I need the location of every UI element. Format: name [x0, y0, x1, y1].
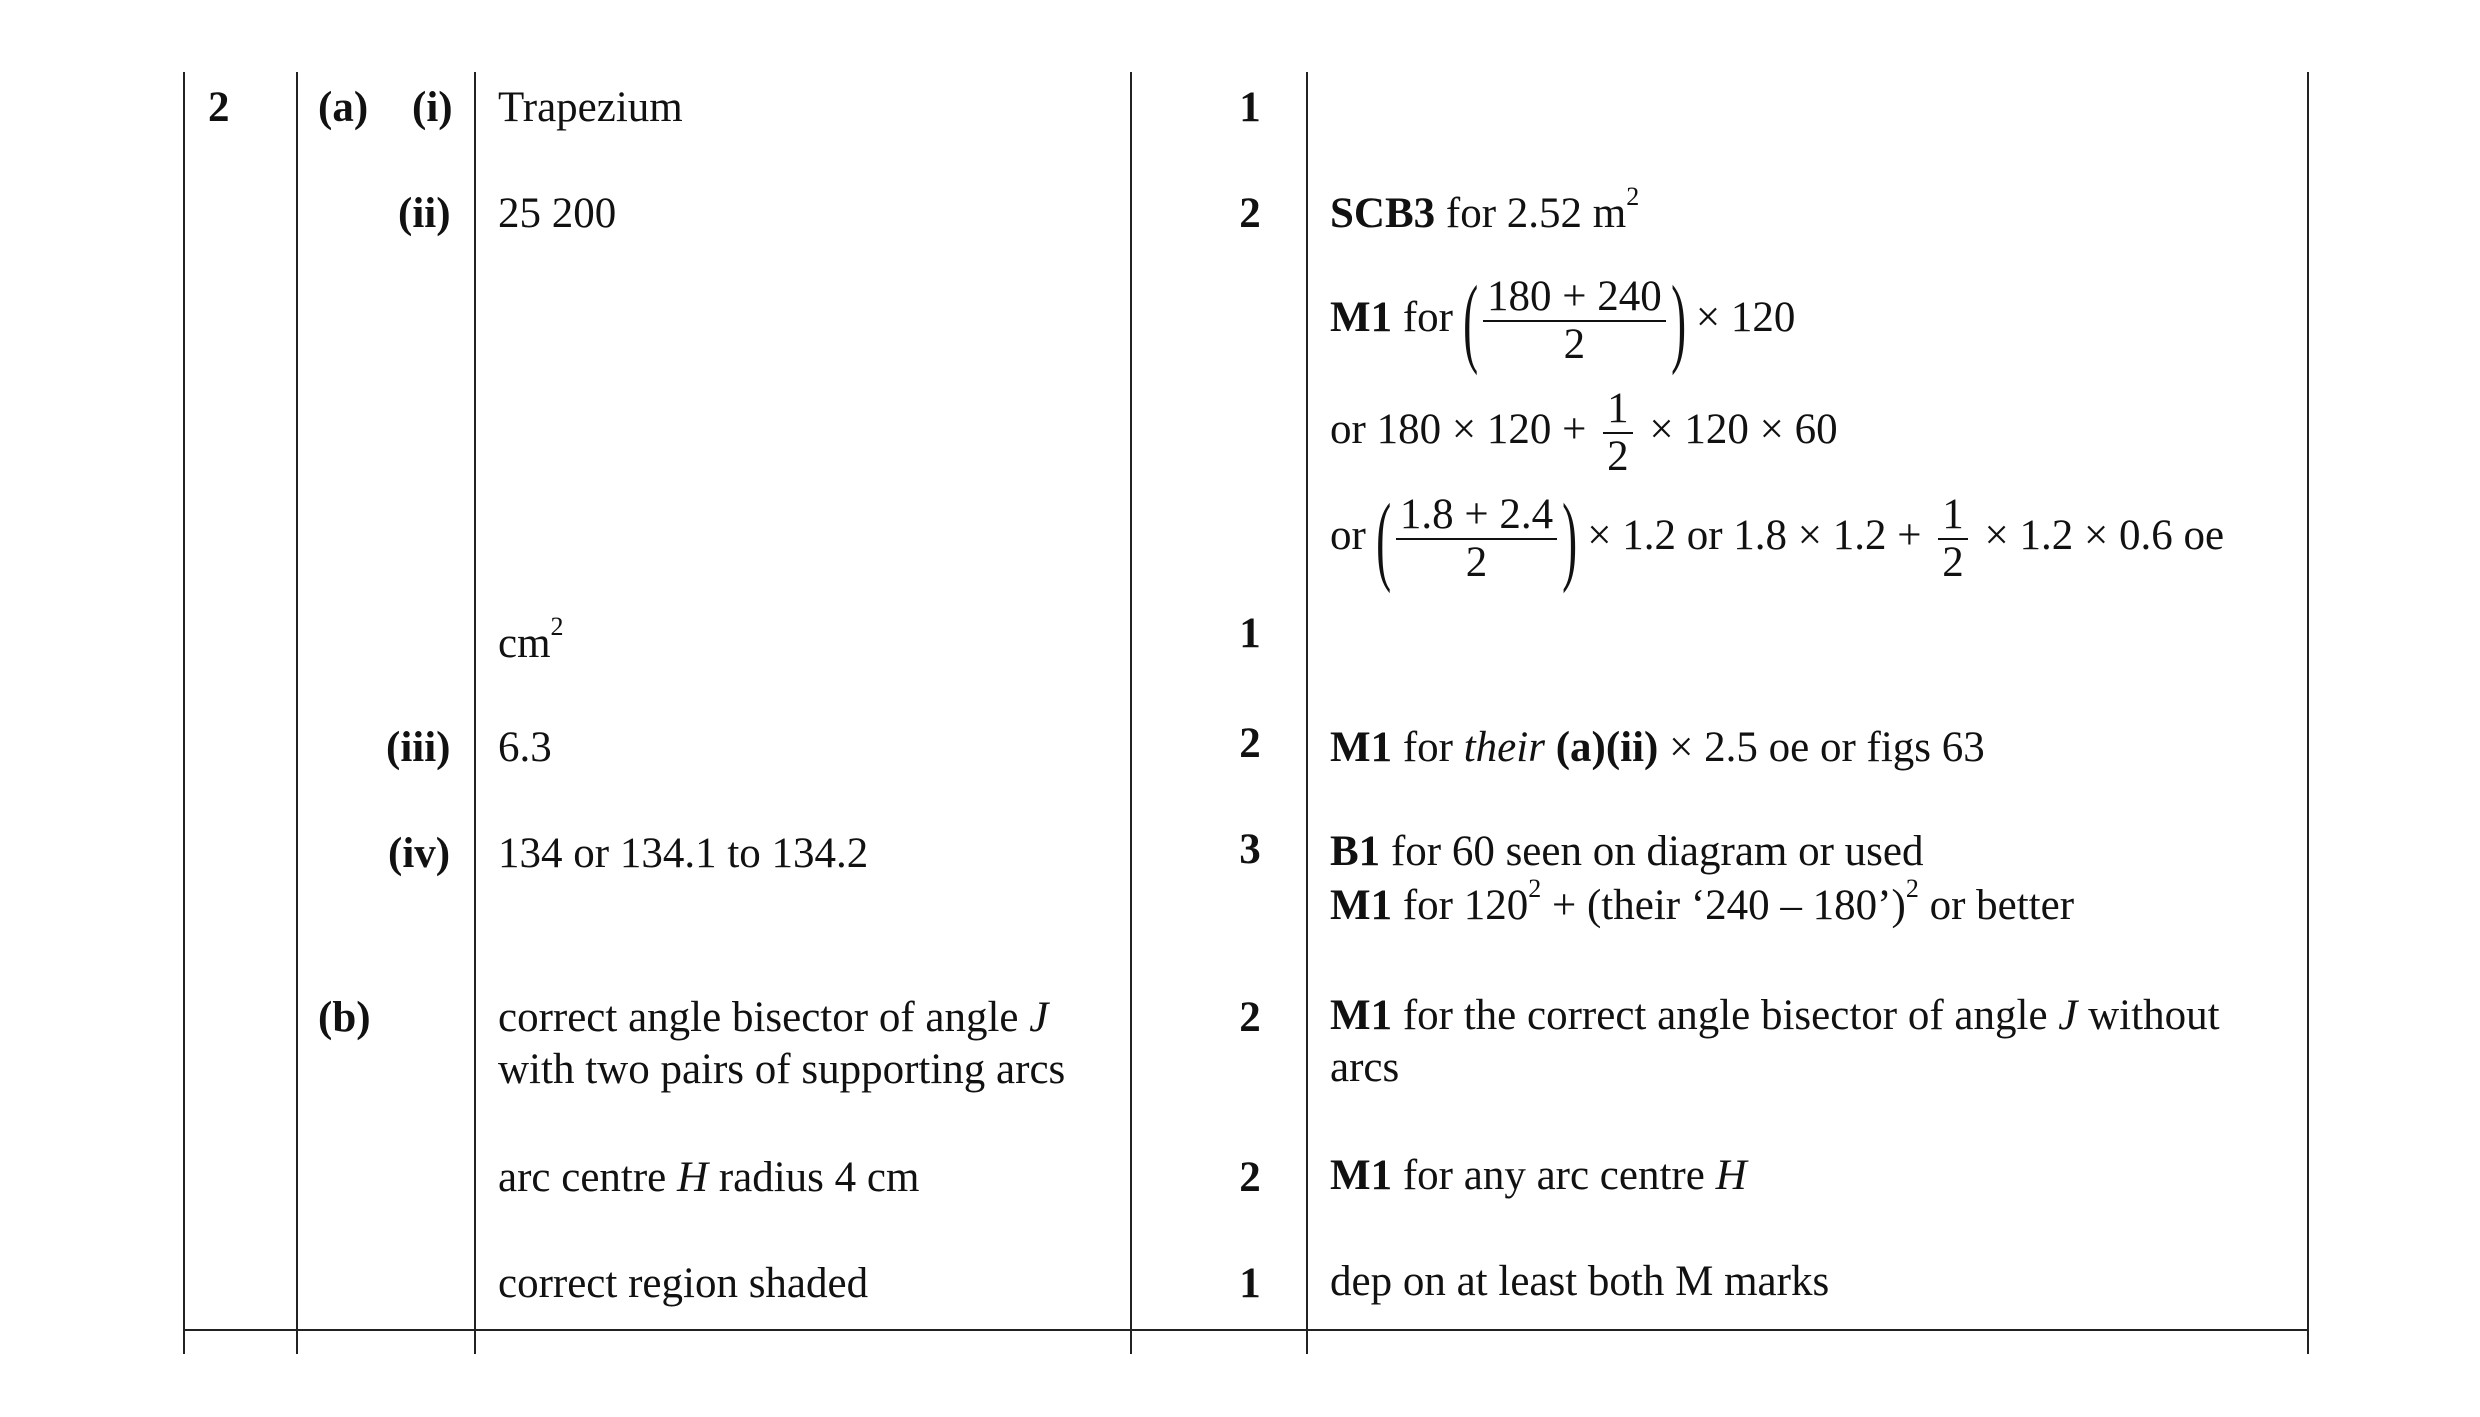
note-m1-bisector-line2: arcs: [1330, 1044, 1400, 1091]
table-bottom-rule: [183, 1329, 2309, 1331]
note-m1-trapezium-formula: [1330, 265, 1796, 377]
open-paren: (: [1375, 483, 1391, 595]
answer-arc: [498, 1152, 919, 1204]
or-text-2-tail: × 1.2 × 0.6 oe: [1973, 512, 2225, 559]
note-m1-a: for 120: [1392, 882, 1529, 929]
table-rule-part: [474, 72, 476, 1354]
note-m1-c: or better: [1918, 882, 2075, 929]
marks-b-bisector: 2: [1239, 994, 1261, 1041]
point-h: H: [1715, 1152, 1747, 1199]
fraction-numerator: 1: [1603, 386, 1633, 434]
note-m1-iv: [1330, 874, 2075, 932]
answer-6.3: 6.3: [498, 724, 552, 771]
note-b1-code: B1: [1330, 828, 1381, 875]
note-m1-code: M1: [1330, 882, 1393, 929]
close-paren: ): [1562, 483, 1578, 595]
close-paren: ): [1670, 265, 1686, 377]
or-text-1-tail: × 120 × 60: [1638, 406, 1838, 453]
table-rule-answer: [1130, 72, 1132, 1354]
answer-bisector-line1: [498, 992, 1048, 1044]
note-text-tail: × 2.5 oe or figs 63: [1658, 724, 1985, 771]
answer-134: 134 or 134.1 to 134.2: [498, 830, 869, 877]
note-m1-code: M1: [1330, 724, 1393, 771]
angle-j: J: [1029, 994, 1049, 1041]
marks-b-region: 1: [1239, 1260, 1261, 1307]
note-m1-for: for: [1392, 294, 1464, 341]
point-h: H: [677, 1154, 709, 1201]
note-b1-text: for 60 seen on diagram or used: [1380, 828, 1924, 875]
answer-text: correct angle bisector of angle: [498, 994, 1030, 1041]
subpart-label-iii: (iii): [386, 724, 451, 771]
fraction-denominator: 2: [1465, 539, 1488, 587]
marks-b-arc: 2: [1239, 1154, 1261, 1201]
note-sup: 2: [1905, 874, 1919, 903]
part-label-b: (b): [318, 994, 371, 1041]
marks-a-iv: 3: [1239, 826, 1261, 873]
marks-a-i: 1: [1239, 84, 1261, 131]
note-scb3-sup: 2: [1626, 182, 1640, 211]
fraction-numerator: 180 + 240: [1483, 274, 1666, 322]
fraction-numerator: 1: [1938, 492, 1968, 540]
note-m1-code: M1: [1330, 992, 1393, 1039]
subpart-label-iv: (iv): [388, 830, 451, 877]
answer-bisector-line2: with two pairs of supporting arcs: [498, 1046, 1066, 1093]
note-text: for any arc centre: [1392, 1152, 1716, 1199]
question-number: 2: [208, 84, 230, 131]
fraction-half: [1603, 386, 1633, 480]
note-m1-code: M1: [1330, 294, 1393, 341]
or-text-2-mid: × 1.2 or 1.8 × 1.2 +: [1587, 512, 1933, 559]
marks-units: 1: [1239, 610, 1261, 657]
fraction-denominator: 2: [1942, 539, 1964, 587]
note-m1-bisector-line1: [1330, 990, 2220, 1042]
note-b1-iv: [1330, 826, 1924, 878]
table-rule-left: [183, 72, 185, 1354]
fraction-denominator: 2: [1563, 321, 1586, 369]
note-m1-b: + (their ‘240 – 180’): [1541, 882, 1906, 929]
open-paren: (: [1462, 265, 1478, 377]
answer-trapezium: Trapezium: [498, 84, 683, 131]
subpart-label-i: (i): [412, 84, 453, 131]
answer-text: arc centre: [498, 1154, 678, 1201]
note-scb3: [1330, 182, 1640, 240]
table-rule-question: [296, 72, 298, 1354]
note-their: their: [1463, 724, 1545, 771]
answer-units-cm2: [498, 612, 564, 670]
note-text: for: [1392, 724, 1464, 771]
note-scb3-code: SCB3: [1330, 190, 1436, 237]
note-text: for the correct angle bisector of angle: [1392, 992, 2059, 1039]
note-text-tail: without: [2077, 992, 2220, 1039]
note-m1-iii: [1330, 722, 1985, 774]
or-text-1: or 180 × 120 +: [1330, 406, 1598, 453]
note-m1-arc: [1330, 1150, 1747, 1202]
note-scb3-text: for 2.52 m: [1435, 190, 1627, 237]
marks-a-iii: 2: [1239, 720, 1261, 767]
note-or-rectangle-triangle: [1330, 380, 1838, 480]
note-ref: (a)(ii): [1544, 724, 1659, 771]
fraction-half: [1938, 492, 1968, 586]
times-120: × 120: [1695, 294, 1796, 341]
units-text: cm: [498, 620, 551, 667]
angle-j: J: [2058, 992, 2078, 1039]
subpart-label-ii: (ii): [398, 190, 451, 237]
note-or-metres: [1330, 483, 2225, 595]
note-m1-code: M1: [1330, 1152, 1393, 1199]
answer-25200: 25 200: [498, 190, 617, 237]
or-text-2: or: [1330, 512, 1377, 559]
fraction-denominator: 2: [1607, 433, 1629, 481]
note-sup: 2: [1528, 874, 1542, 903]
marks-a-ii: 2: [1239, 190, 1261, 237]
fraction-180-240: [1483, 274, 1666, 368]
note-dep: dep on at least both M marks: [1330, 1258, 1830, 1305]
fraction-1.8-2.4: [1396, 492, 1557, 586]
table-rule-marks: [1306, 72, 1308, 1354]
fraction-numerator: 1.8 + 2.4: [1396, 492, 1557, 540]
part-label-a: (a): [318, 84, 369, 131]
answer-region-shaded: correct region shaded: [498, 1260, 869, 1307]
answer-text-tail: radius 4 cm: [708, 1154, 920, 1201]
units-sup: 2: [550, 612, 564, 641]
table-rule-right: [2307, 72, 2309, 1354]
